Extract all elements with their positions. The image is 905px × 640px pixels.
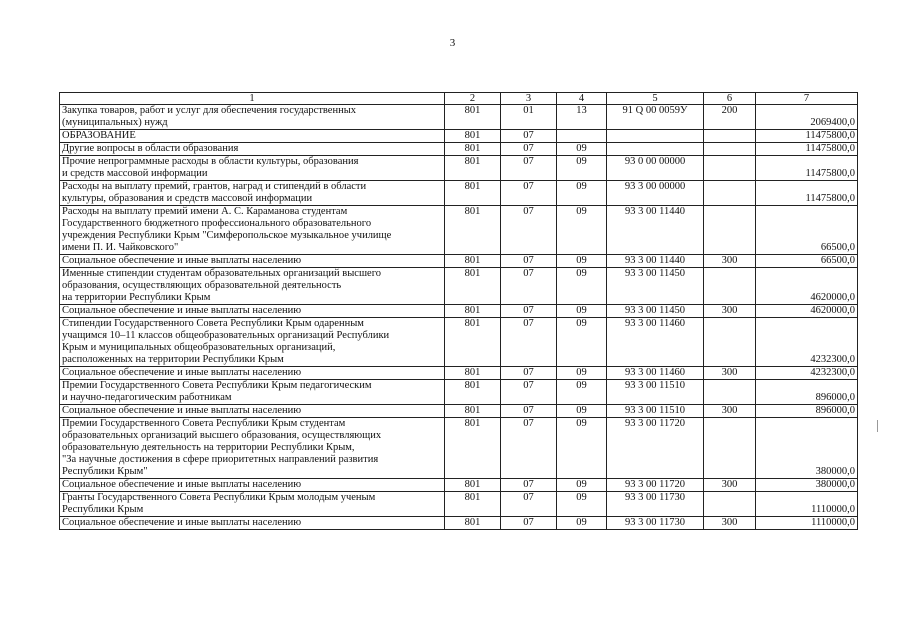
target-article-cell: 93 3 00 11720 (607, 479, 704, 492)
target-article-cell (607, 143, 704, 156)
subsection-cell: 09 (557, 255, 607, 268)
row-name-cell: Расходы на выплату премий имени А. С. Караманова студентам Государственного бюджетного профессионального образовательного учреждения Республики Крым "Симферопольское музыкальное училище имени П. И. Чайковского" (60, 206, 445, 255)
row-name-cell: Социальное обеспечение и иные выплаты населению (60, 405, 445, 418)
section-cell: 07 (501, 405, 557, 418)
expense-type-cell (704, 130, 756, 143)
gov-code-cell: 801 (445, 143, 501, 156)
expense-type-cell (704, 181, 756, 206)
target-article-cell: 93 3 00 11450 (607, 268, 704, 305)
column-header: 1 (60, 93, 445, 105)
target-article-cell: 93 3 00 11460 (607, 367, 704, 380)
table-row (60, 255, 858, 268)
amount-cell: 1110000,0 (756, 492, 858, 517)
target-article-cell: 93 3 00 11440 (607, 255, 704, 268)
section-cell: 07 (501, 380, 557, 405)
column-header: 6 (704, 93, 756, 105)
target-article-cell: 93 3 00 11730 (607, 517, 704, 530)
amount-cell: 11475800,0 (756, 143, 858, 156)
target-article-cell: 93 3 00 11720 (607, 418, 704, 479)
expense-type-cell: 300 (704, 367, 756, 380)
subsection-cell: 09 (557, 156, 607, 181)
subsection-cell: 09 (557, 318, 607, 367)
column-header: 3 (501, 93, 557, 105)
row-name-cell: Именные стипендии студентам образовательных организаций высшего образования, осуществляющих образовательной деятельность на территории Республики Крым (60, 268, 445, 305)
target-article-cell: 93 3 00 11450 (607, 305, 704, 318)
section-cell: 07 (501, 255, 557, 268)
amount-cell: 4232300,0 (756, 367, 858, 380)
gov-code-cell: 801 (445, 418, 501, 479)
subsection-cell: 09 (557, 380, 607, 405)
gov-code-cell: 801 (445, 479, 501, 492)
target-article-cell: 93 3 00 11460 (607, 318, 704, 367)
section-cell: 07 (501, 492, 557, 517)
expense-type-cell (704, 268, 756, 305)
target-article-cell: 93 3 00 00000 (607, 181, 704, 206)
table-row (60, 305, 858, 318)
budget-table (59, 92, 858, 530)
table-row (60, 405, 858, 418)
section-cell: 01 (501, 105, 557, 130)
gov-code-cell: 801 (445, 105, 501, 130)
amount-cell: 11475800,0 (756, 130, 858, 143)
gov-code-cell: 801 (445, 255, 501, 268)
amount-cell: 380000,0 (756, 479, 858, 492)
expense-type-cell (704, 318, 756, 367)
row-name-cell: Социальное обеспечение и иные выплаты населению (60, 367, 445, 380)
column-header: 2 (445, 93, 501, 105)
subsection-cell: 09 (557, 181, 607, 206)
subsection-cell: 09 (557, 268, 607, 305)
table-row (60, 143, 858, 156)
section-cell: 07 (501, 305, 557, 318)
gov-code-cell: 801 (445, 130, 501, 143)
section-cell: 07 (501, 268, 557, 305)
subsection-cell: 09 (557, 305, 607, 318)
row-name-cell: Премии Государственного Совета Республики Крым педагогическим и научно-педагогическим работникам (60, 380, 445, 405)
table-row (60, 479, 858, 492)
target-article-cell: 91 Q 00 0059У (607, 105, 704, 130)
table-row (60, 268, 858, 305)
gov-code-cell: 801 (445, 492, 501, 517)
expense-type-cell (704, 143, 756, 156)
subsection-cell: 09 (557, 367, 607, 380)
amount-cell: 66500,0 (756, 255, 858, 268)
subsection-cell: 09 (557, 418, 607, 479)
gov-code-cell: 801 (445, 206, 501, 255)
gov-code-cell: 801 (445, 405, 501, 418)
target-article-cell: 93 0 00 00000 (607, 156, 704, 181)
column-header: 7 (756, 93, 858, 105)
gov-code-cell: 801 (445, 380, 501, 405)
section-cell: 07 (501, 156, 557, 181)
amount-cell: 896000,0 (756, 405, 858, 418)
column-header: 5 (607, 93, 704, 105)
row-name-cell: Прочие непрограммные расходы в области культуры, образования и средств массовой информации (60, 156, 445, 181)
margin-mark (877, 420, 878, 432)
subsection-cell: 09 (557, 492, 607, 517)
amount-cell: 4232300,0 (756, 318, 858, 367)
row-name-cell: Премии Государственного Совета Республики Крым студентам образовательных организаций высшего образования, осуществляющих образовательную деятельность на территории Республики Крым, "За научные достижения в сфере приоритетных направлений развития Республики Крым" (60, 418, 445, 479)
table-row (60, 105, 858, 130)
column-header: 4 (557, 93, 607, 105)
subsection-cell: 09 (557, 517, 607, 530)
section-cell: 07 (501, 517, 557, 530)
row-name-cell: Другие вопросы в области образования (60, 143, 445, 156)
subsection-cell: 09 (557, 206, 607, 255)
row-name-cell: Социальное обеспечение и иные выплаты населению (60, 255, 445, 268)
amount-cell: 380000,0 (756, 418, 858, 479)
row-name-cell: Социальное обеспечение и иные выплаты населению (60, 305, 445, 318)
section-cell: 07 (501, 181, 557, 206)
expense-type-cell: 300 (704, 517, 756, 530)
row-name-cell: Социальное обеспечение и иные выплаты населению (60, 479, 445, 492)
expense-type-cell: 200 (704, 105, 756, 130)
target-article-cell (607, 130, 704, 143)
amount-cell: 1110000,0 (756, 517, 858, 530)
row-name-cell: Социальное обеспечение и иные выплаты населению (60, 517, 445, 530)
target-article-cell: 93 3 00 11510 (607, 405, 704, 418)
subsection-cell: 09 (557, 143, 607, 156)
expense-type-cell: 300 (704, 255, 756, 268)
table-body (60, 105, 858, 530)
target-article-cell: 93 3 00 11440 (607, 206, 704, 255)
subsection-cell: 09 (557, 479, 607, 492)
table-row (60, 130, 858, 143)
subsection-cell (557, 130, 607, 143)
amount-cell: 66500,0 (756, 206, 858, 255)
section-cell: 07 (501, 130, 557, 143)
expense-type-cell (704, 380, 756, 405)
expense-type-cell (704, 156, 756, 181)
table-row (60, 380, 858, 405)
gov-code-cell: 801 (445, 156, 501, 181)
amount-cell: 11475800,0 (756, 181, 858, 206)
section-cell: 07 (501, 418, 557, 479)
section-cell: 07 (501, 479, 557, 492)
gov-code-cell: 801 (445, 181, 501, 206)
subsection-cell: 09 (557, 405, 607, 418)
page-number: 3 (449, 37, 456, 49)
amount-cell: 2069400,0 (756, 105, 858, 130)
subsection-cell: 13 (557, 105, 607, 130)
section-cell: 07 (501, 206, 557, 255)
table-row (60, 156, 858, 181)
section-cell: 07 (501, 143, 557, 156)
amount-cell: 11475800,0 (756, 156, 858, 181)
gov-code-cell: 801 (445, 268, 501, 305)
table-row (60, 367, 858, 380)
section-cell: 07 (501, 318, 557, 367)
expense-type-cell: 300 (704, 479, 756, 492)
target-article-cell: 93 3 00 11730 (607, 492, 704, 517)
table-row (60, 181, 858, 206)
row-name-cell: Стипендии Государственного Совета Республики Крым одаренным учащимся 10–11 классов общеобразовательных организаций Республики Крым и муниципальных общеобразовательных организаций, расположенных на территории Республики Крым (60, 318, 445, 367)
expense-type-cell: 300 (704, 405, 756, 418)
table-row (60, 206, 858, 255)
table-row (60, 492, 858, 517)
table-header-row (60, 93, 858, 105)
row-name-cell: ОБРАЗОВАНИЕ (60, 130, 445, 143)
table-row (60, 318, 858, 367)
amount-cell: 4620000,0 (756, 268, 858, 305)
expense-type-cell (704, 492, 756, 517)
gov-code-cell: 801 (445, 517, 501, 530)
expense-type-cell (704, 206, 756, 255)
row-name-cell: Расходы на выплату премий, грантов, наград и стипендий в области культуры, образования и средств массовой информации (60, 181, 445, 206)
row-name-cell: Закупка товаров, работ и услуг для обеспечения государственных (муниципальных) нужд (60, 105, 445, 130)
row-name-cell: Гранты Государственного Совета Республики Крым молодым ученым Республики Крым (60, 492, 445, 517)
amount-cell: 4620000,0 (756, 305, 858, 318)
gov-code-cell: 801 (445, 318, 501, 367)
target-article-cell: 93 3 00 11510 (607, 380, 704, 405)
expense-type-cell (704, 418, 756, 479)
gov-code-cell: 801 (445, 305, 501, 318)
table-row (60, 418, 858, 479)
section-cell: 07 (501, 367, 557, 380)
gov-code-cell: 801 (445, 367, 501, 380)
table-row (60, 517, 858, 530)
amount-cell: 896000,0 (756, 380, 858, 405)
expense-type-cell: 300 (704, 305, 756, 318)
